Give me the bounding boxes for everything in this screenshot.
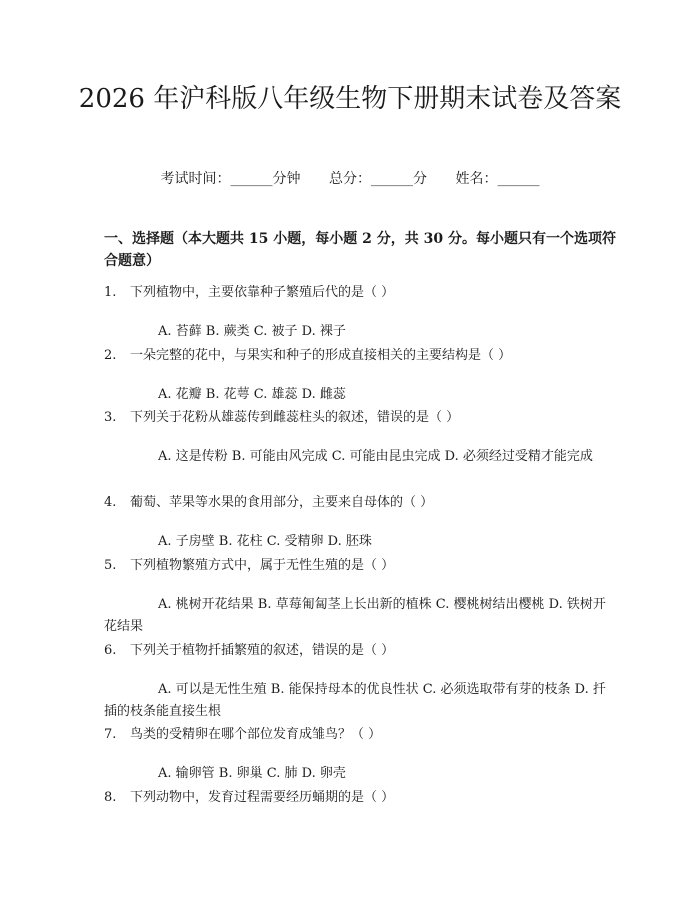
question-stem [104, 641, 618, 661]
question-stem [104, 725, 618, 745]
question-text: 下列关于植物扦插繁殖的叙述，错误的是（ ） [130, 643, 395, 658]
question-text: 下列植物繁殖方式中，属于无性生殖的是（ ） [130, 558, 395, 573]
total-score-field: 总分：______分 [329, 171, 427, 187]
question-text: 鸟类的受精卵在哪个部位发育成雏鸟？（ ） [130, 727, 382, 742]
question-item [104, 725, 618, 785]
name-field: 姓名：______ [455, 171, 540, 187]
question-options: A. 可以是无性生殖 B. 能保持母本的优良性状 C. 必须选取带有芽的枝条 D. 扦插的枝条能直接生根 [104, 682, 606, 719]
question-item [104, 556, 618, 638]
question-options: A. 子房壁 B. 花柱 C. 受精卵 D. 胚珠 [158, 534, 372, 549]
question-options: A. 这是传粉 B. 可能由风完成 C. 可能由昆虫完成 D. 必须经过受精才能完成 [158, 449, 593, 464]
question-text: 葡萄、苹果等水果的食用部分，主要来自母体的（ ） [130, 495, 434, 510]
question-text: 一朵完整的花中，与果实和种子的形成直接相关的主要结构是（ ） [130, 348, 512, 363]
question-stem [104, 283, 618, 303]
question-item [104, 346, 618, 406]
question-item [104, 641, 618, 723]
exam-time-field: 考试时间：______分钟 [160, 171, 301, 187]
question-stem [104, 408, 618, 428]
exam-info-line [0, 168, 700, 188]
question-stem [104, 788, 618, 808]
question-number: 6. [104, 643, 117, 658]
question-item [104, 408, 618, 468]
question-options: A. 输卵管 B. 卵巢 C. 肺 D. 卵壳 [158, 766, 346, 781]
question-number: 2. [104, 348, 117, 363]
question-options: A. 花瓣 B. 花萼 C. 雄蕊 D. 雌蕊 [158, 387, 346, 402]
question-item [104, 493, 618, 553]
question-text: 下列动物中，发育过程需要经历蛹期的是（ ） [130, 790, 395, 805]
question-number: 7. [104, 727, 117, 742]
question-number: 1. [104, 285, 117, 300]
question-number: 8. [104, 790, 117, 805]
question-stem [104, 346, 618, 366]
question-options: A. 苔藓 B. 蕨类 C. 被子 D. 裸子 [158, 324, 346, 339]
question-item [104, 788, 618, 808]
question-text: 下列关于花粉从雄蕊传到雌蕊柱头的叙述，错误的是（ ） [130, 410, 460, 425]
question-number: 4. [104, 495, 117, 510]
question-text: 下列植物中，主要依靠种子繁殖后代的是（ ） [130, 285, 395, 300]
question-item [104, 283, 618, 343]
question-options: A. 桃树开花结果 B. 草莓匍匐茎上长出新的植株 C. 樱桃树结出樱桃 D. 铁树开花结果 [104, 597, 606, 634]
question-stem [104, 493, 618, 513]
section-heading: 一、选择题（本大题共 15 小题，每小题 2 分，共 30 分。每小题只有一个选项符合题意） [104, 231, 616, 269]
page-title: 2026 年沪科版八年级生物下册期末试卷及答案 [78, 84, 622, 114]
question-number: 3. [104, 410, 117, 425]
question-stem [104, 556, 618, 576]
question-number: 5. [104, 558, 117, 573]
